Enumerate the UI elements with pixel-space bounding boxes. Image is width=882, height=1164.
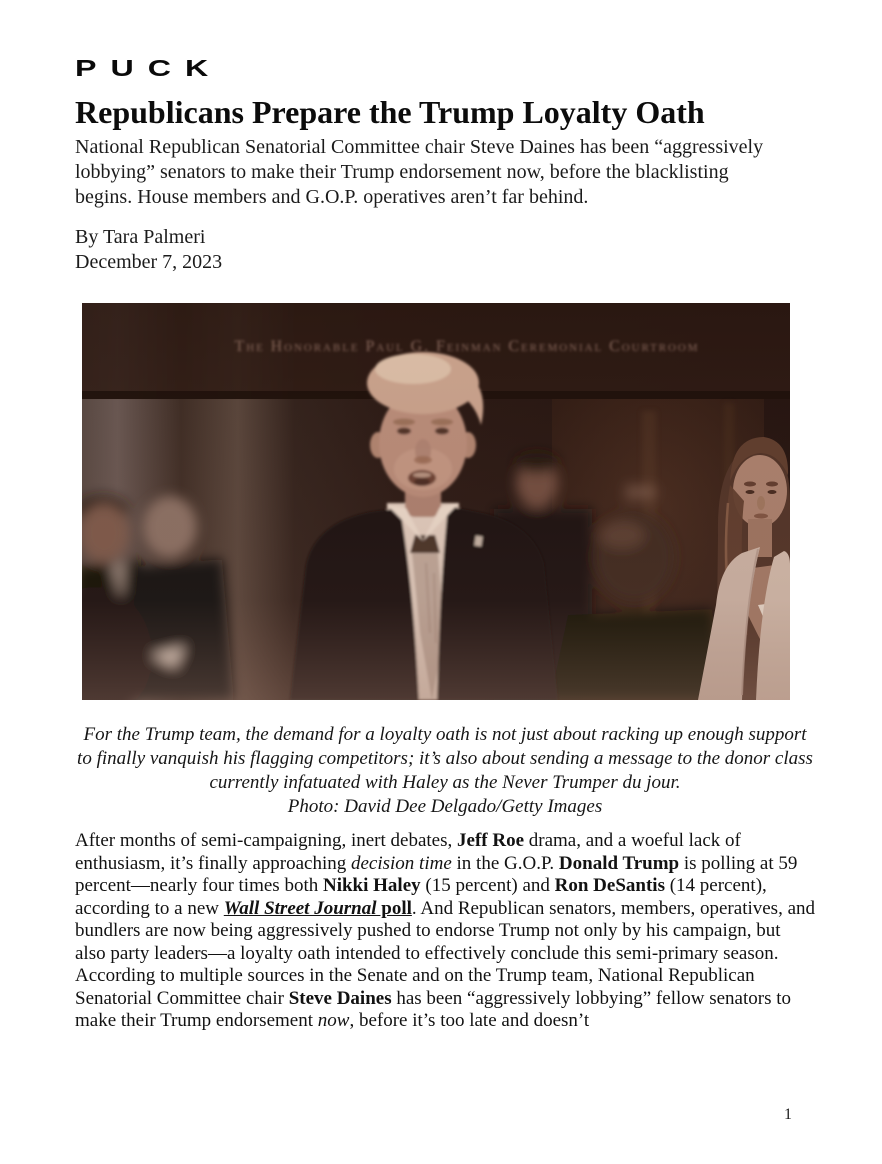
text-run: (14 percent), according to a new [75,875,767,919]
body-paragraph [75,965,815,1033]
article-body [75,830,815,1033]
article-photo-svg [82,303,790,700]
photo-caption [75,723,815,819]
wsj-link[interactable]: Wall Street Journal [223,897,377,919]
text-run: According to multiple sources in the Senate and on the Trump team, National Republican Senatorial Committee chair [75,965,755,1009]
text-run: drama, and a woeful lack of enthusiasm, it’s finally approaching [75,830,741,874]
text-run: After months of semi-campaigning, inert debates, [75,830,458,851]
byline-block [75,225,815,275]
text-run: Donald Trump [558,852,680,874]
article-content [75,0,815,1033]
text-run: now [317,1010,350,1031]
body-paragraph [75,830,815,965]
article-photo [82,303,790,700]
text-run: . And Republican senators, members, operatives, and bundlers are now being aggressively pushed to endorse Trump not only by his campaign, but also party leaders—a loyalty oath intended to effectively conclude this semi-primary season. [75,897,816,964]
article-title: Republicans Prepare the Trump Loyalty Oath [75,94,705,130]
text-run: Ron DeSantis [554,875,665,896]
masthead [75,55,815,81]
text-run: in the G.O.P. [451,852,559,874]
page-number: 1 [784,1106,792,1123]
caption-text: For the Trump team, the demand for a loyalty oath is not just about racking up enough support to finally vanquish his flagging competitors; it’s also about sending a message to the donor class currently infatuated with Haley as the Never Trumper du jour. [77,724,813,793]
article-dek: National Republican Senatorial Committee chair Steve Daines has been “aggressively lobbying” senators to make their Trump endorsement now, before the blacklisting begins. House members and G.O.P. operatives aren’t far behind. [75,136,764,208]
photo-credit: Photo: David Dee Delgado/Getty Images [287,796,603,817]
article-byline: By Tara Palmeri [75,226,206,248]
text-run: decision time [350,852,452,874]
wsj-poll-link[interactable]: poll [376,897,412,919]
photo-haze [82,303,790,700]
text-run: Steve Daines [288,987,392,1009]
text-run: , before it’s too late and doesn’t [349,1010,590,1031]
puck-logo: PUCK [75,55,223,81]
text-run: is polling at 59 percent—nearly four times both [75,852,798,896]
article-date: December 7, 2023 [75,251,223,273]
text-run: has been “aggressively lobbying” fellow senators to make their Trump endorsement [75,987,792,1031]
text-run: Jeff Roe [457,830,525,851]
text-run: (15 percent) and [420,875,555,896]
text-run: Nikki Haley [322,875,421,896]
